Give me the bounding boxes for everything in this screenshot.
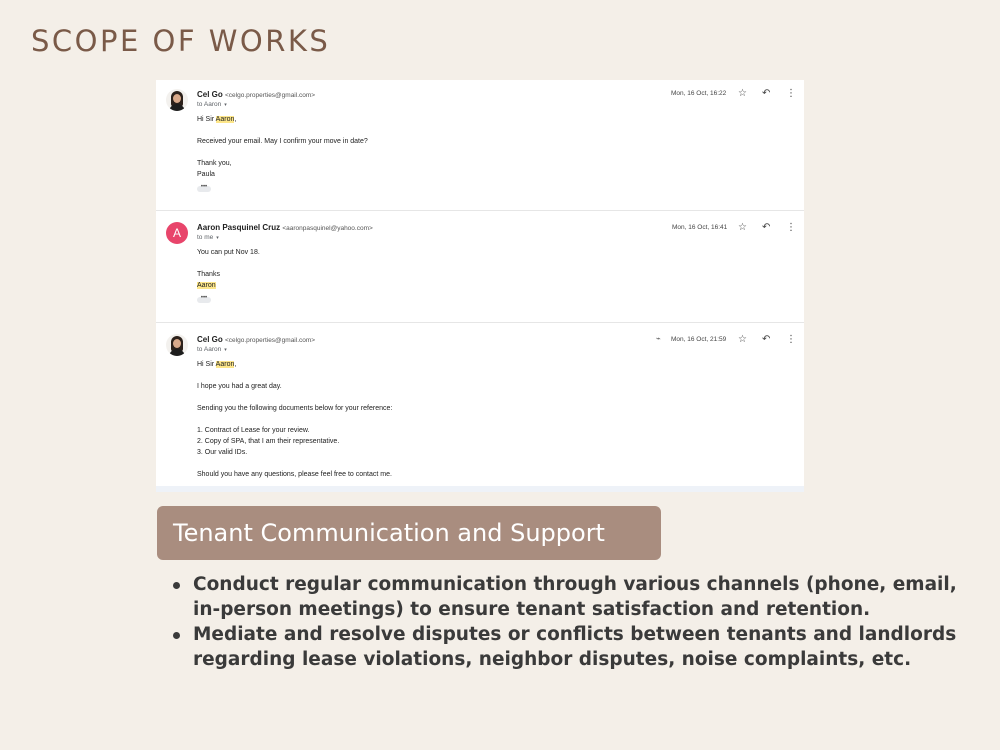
sender-email: <aaronpasquinel@yahoo.com> [282,225,373,232]
sender-line [197,335,315,344]
highlighted-name: Aaron [197,282,216,289]
reply-icon[interactable]: ↶ [762,88,771,99]
sender-email: <celgo.properties@gmail.com> [225,337,316,344]
message-date: Mon, 16 Oct, 16:41 [672,224,728,231]
document-list-item: 1. Contract of Lease for your review. [197,427,310,434]
chevron-down-icon: ▾ [216,235,219,241]
more-options-icon[interactable]: ⋮ [786,88,796,99]
bullet-icon [173,632,180,639]
list-item-text: Mediate and resolve disputes or conflicts between tenants and landlords regarding lease violations, neighbor disputes, noise complaints, etc. [193,624,957,670]
sender-line [197,223,373,232]
star-icon[interactable]: ☆ [738,88,747,99]
email-message [156,80,804,211]
star-icon[interactable]: ☆ [738,334,747,345]
list-item [173,572,963,622]
signature-line: Paula [197,171,215,178]
signoff-line: Thank you, [197,160,232,167]
signoff-line: Thanks [197,271,220,278]
greeting-line: Hi Sir Aaron, [197,116,237,123]
reply-icon[interactable]: ↶ [762,222,771,233]
message-date: Mon, 16 Oct, 16:22 [671,90,727,97]
sender-name: Cel Go [197,335,223,344]
sender-name: Cel Go [197,90,223,99]
recipient-label: to Aaron [197,346,222,353]
document-list-item: 3. Our valid IDs. [197,449,248,456]
section-title: Tenant Communication and Support [173,519,605,547]
list-item-text: Conduct regular communication through various channels (phone, email, in-person meetings) to ensure tenant satisfaction and retention. [193,574,957,620]
section-heading-pill [157,506,661,560]
email-thread-screenshot [156,80,804,492]
reply-icon[interactable]: ↶ [762,334,771,345]
sender-name: Aaron Pasquinel Cruz [197,223,281,232]
sender-email: <celgo.properties@gmail.com> [225,92,316,99]
more-options-icon[interactable]: ⋮ [786,334,796,345]
chevron-down-icon: ▾ [224,102,227,108]
sender-avatar [166,89,188,111]
email-body-line: Sending you the following documents below for your reference: [197,405,393,412]
recipient-toggle[interactable] [197,346,227,353]
star-icon[interactable]: ☆ [738,222,747,233]
chevron-down-icon: ▾ [224,347,227,353]
recipient-toggle[interactable] [197,234,219,241]
highlighted-name: Aaron [215,116,235,123]
highlighted-name: Aaron [215,361,235,368]
email-message [156,211,804,323]
document-list-item: 2. Copy of SPA, that I am their representative. [197,438,340,445]
page-title: SCOPE OF WORKS [31,24,331,58]
recipient-label: to Aaron [197,101,222,108]
list-item [173,622,963,672]
email-body-line: You can put Nov 18. [197,249,260,256]
bullet-icon [173,582,180,589]
message-date: Mon, 16 Oct, 21:59 [671,336,727,343]
email-body-line: I hope you had a great day. [197,383,282,390]
attachment-icon: ⌁ [656,334,661,343]
email-body-line: Should you have any questions, please feel free to contact me. [197,471,392,478]
sender-line [197,90,315,99]
recipient-label: to me [197,234,214,241]
sender-avatar [166,334,188,356]
email-message [156,323,804,492]
show-trimmed-content-button[interactable]: ••• [197,186,211,192]
greeting-line: Hi Sir Aaron, [197,361,237,368]
show-trimmed-content-button[interactable]: ••• [197,297,211,303]
more-options-icon[interactable]: ⋮ [786,222,796,233]
signature-line [197,282,216,289]
email-body-line: Received your email. May I confirm your move in date? [197,138,368,145]
responsibility-list [173,572,963,672]
sender-avatar: A [166,222,188,244]
recipient-toggle[interactable] [197,101,227,108]
